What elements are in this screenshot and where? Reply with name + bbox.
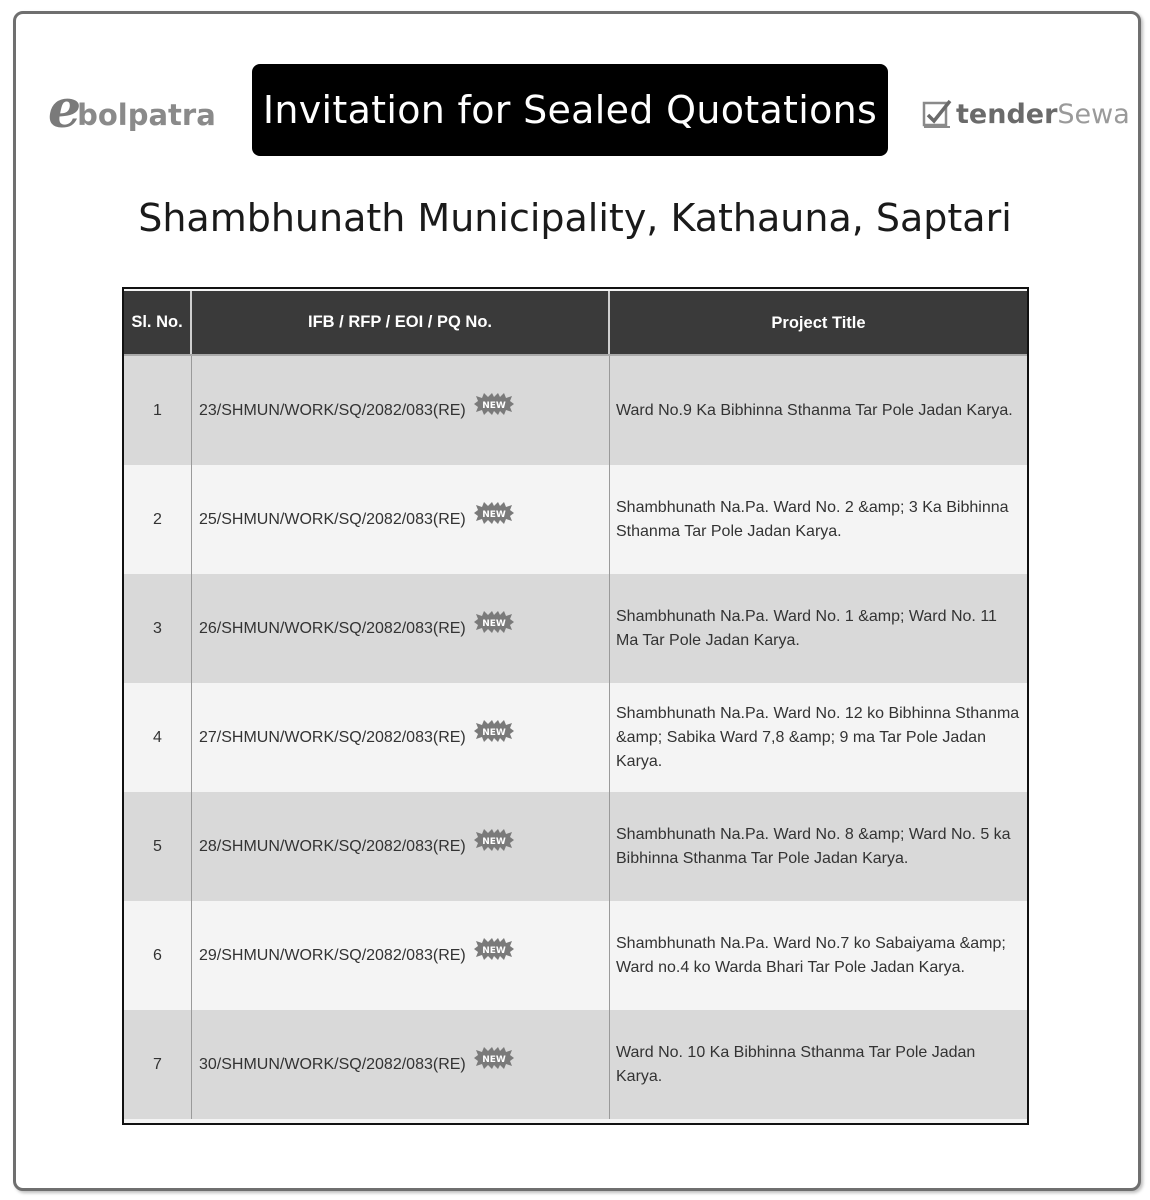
header-sl-no: Sl. No. — [124, 291, 192, 354]
new-badge-icon — [472, 719, 516, 743]
row-project-title: Shambhunath Na.Pa. Ward No. 2 &amp; 3 Ka Bibhinna Sthanma Tar Pole Jadan Karya. — [616, 498, 1009, 540]
new-badge-text: NEW — [481, 945, 506, 956]
row-ifb-number[interactable]: 29/SHMUN/WORK/SQ/2082/083(RE) — [199, 946, 466, 964]
row-ifb-number[interactable]: 26/SHMUN/WORK/SQ/2082/083(RE) — [199, 619, 466, 637]
row-project-title: Shambhunath Na.Pa. Ward No. 1 &amp; Ward No. 11 Ma Tar Pole Jadan Karya. — [616, 607, 997, 649]
table-row — [124, 465, 1027, 574]
new-badge-icon — [472, 610, 516, 634]
row-ifb-cell — [192, 792, 610, 901]
new-badge-icon — [472, 828, 516, 852]
new-badge-icon — [472, 392, 516, 416]
new-badge-icon — [472, 1046, 516, 1070]
row-ifb-number[interactable]: 27/SHMUN/WORK/SQ/2082/083(RE) — [199, 728, 466, 746]
checkmark-icon — [922, 99, 952, 129]
row-serial: 7 — [124, 1010, 192, 1119]
table-row — [124, 683, 1027, 792]
row-project-title: Shambhunath Na.Pa. Ward No.7 ko Sabaiyama &amp; Ward no.4 ko Warda Bhari Tar Pole Jadan Karya. — [616, 934, 1006, 976]
table-row — [124, 356, 1027, 465]
row-serial: 4 — [124, 683, 192, 792]
new-badge-icon — [472, 501, 516, 525]
page-title: Invitation for Sealed Quotations — [262, 88, 878, 132]
tendersewa-logo-part1: tender — [956, 98, 1058, 130]
row-project-title: Shambhunath Na.Pa. Ward No. 12 ko Bibhinna Sthanma &amp; Sabika Ward 7,8 &amp; 9 ma Tar Pole Jadan Karya. — [616, 704, 1020, 770]
row-serial: 1 — [124, 356, 192, 465]
row-ifb-cell — [192, 683, 610, 792]
row-project-title: Ward No. 10 Ka Bibhinna Sthanma Tar Pole Jadan Karya. — [616, 1043, 976, 1085]
table-row — [124, 792, 1027, 901]
new-badge-text: NEW — [481, 509, 506, 520]
tendersewa-logo-text — [956, 99, 1130, 130]
new-badge-text: NEW — [481, 1054, 506, 1065]
table-row — [124, 901, 1027, 1010]
header-ifb-no: IFB / RFP / EOI / PQ No. — [192, 291, 610, 354]
header-project-title: Project Title — [771, 313, 866, 332]
row-ifb-number[interactable]: 28/SHMUN/WORK/SQ/2082/083(RE) — [199, 837, 466, 855]
ebolpatra-logo — [48, 79, 216, 140]
new-badge-text: NEW — [481, 618, 506, 629]
row-serial: 5 — [124, 792, 192, 901]
row-serial: 2 — [124, 465, 192, 574]
row-project-title: Ward No.9 Ka Bibhinna Sthanma Tar Pole Jadan Karya. — [616, 401, 1013, 419]
tendersewa-logo-part2: Sewa — [1057, 98, 1130, 130]
table-row — [124, 1010, 1027, 1119]
new-badge-text: NEW — [481, 727, 506, 738]
row-project-title: Shambhunath Na.Pa. Ward No. 8 &amp; Ward No. 5 ka Bibhinna Sthanma Tar Pole Jadan Karya. — [616, 825, 1011, 867]
row-ifb-number[interactable]: 25/SHMUN/WORK/SQ/2082/083(RE) — [199, 510, 466, 528]
new-badge-icon — [472, 937, 516, 961]
table-row — [124, 574, 1027, 683]
tendersewa-logo — [922, 94, 1130, 134]
row-ifb-number[interactable]: 23/SHMUN/WORK/SQ/2082/083(RE) — [199, 401, 466, 419]
row-ifb-number[interactable]: 30/SHMUN/WORK/SQ/2082/083(RE) — [199, 1055, 466, 1073]
tender-table — [122, 287, 1029, 1125]
row-ifb-cell — [192, 1010, 610, 1119]
row-serial: 6 — [124, 901, 192, 1010]
new-badge-text: NEW — [481, 836, 506, 847]
table-header-row — [124, 291, 1027, 356]
row-ifb-cell — [192, 901, 610, 1010]
row-serial: 3 — [124, 574, 192, 683]
new-badge-text: NEW — [481, 400, 506, 411]
ebolpatra-logo-initial: e — [48, 79, 82, 140]
row-ifb-cell — [192, 574, 610, 683]
organization-name: Shambhunath Municipality, Kathauna, Saptari — [138, 196, 1012, 240]
ebolpatra-logo-text: bolpatra — [77, 98, 216, 132]
row-ifb-cell — [192, 356, 610, 465]
title-banner — [252, 64, 888, 156]
row-ifb-cell — [192, 465, 610, 574]
